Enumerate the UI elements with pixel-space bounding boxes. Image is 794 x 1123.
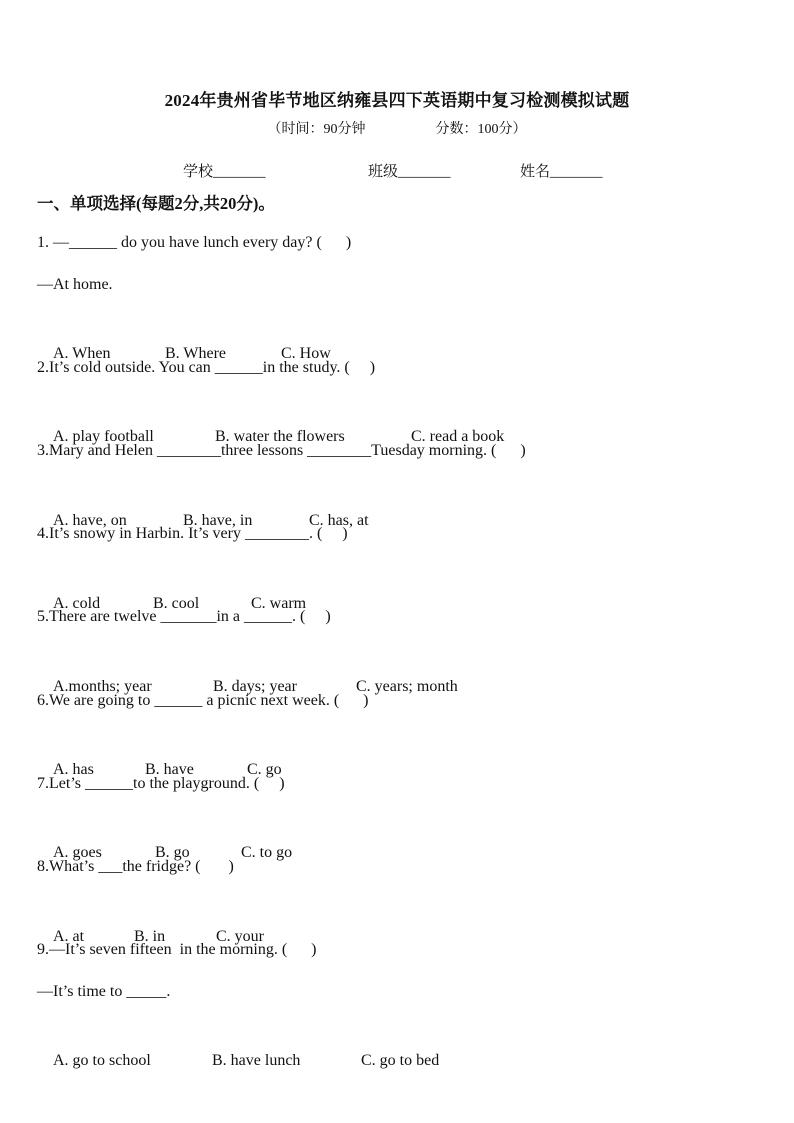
- option-c: C. How: [281, 345, 331, 363]
- option-a: A. cold: [53, 594, 101, 612]
- options-line: [37, 895, 777, 945]
- exam-title: 2024年贵州省毕节地区纳雍县四下英语期中复习检测模拟试题: [164, 91, 630, 110]
- option-b: B. have, in: [183, 511, 253, 529]
- answer-line: —It’s time to _____.: [37, 982, 171, 1000]
- school-field: 学校_______: [183, 164, 266, 180]
- question-line: 6.We are going to ______ a picnic next week. ( ): [37, 691, 369, 709]
- question-line: 4.It’s snowy in Harbin. It’s very ________. ( ): [37, 525, 348, 543]
- question-line: 3.Mary and Helen ________three lessons ________Tuesday morning. ( ): [37, 441, 526, 459]
- options-line: [37, 562, 777, 612]
- question-line: 9.—It’s seven fifteen in the morning. ( ): [37, 941, 317, 959]
- option-b: B. in: [134, 927, 166, 945]
- option-b: B. water the flowers: [215, 428, 345, 446]
- option-a: A.months; year: [53, 677, 152, 695]
- option-c: C. years; month: [356, 677, 458, 695]
- question-line: 8.What’s ___the fridge? ( ): [37, 857, 234, 875]
- option-a: A. go to school: [53, 1052, 151, 1070]
- option-a: A. at: [53, 927, 85, 945]
- class-field: 班级_______: [368, 164, 451, 180]
- option-c: C. go: [247, 761, 282, 779]
- options-line: [37, 1019, 777, 1070]
- exam-subtitle: （时间：90分钟 分数：100分）: [267, 122, 527, 137]
- options-line: [37, 395, 777, 446]
- option-a: A. goes: [53, 844, 102, 862]
- name-field: 姓名_______: [520, 164, 603, 180]
- option-c: C. warm: [251, 594, 307, 612]
- options-line: [37, 645, 777, 695]
- option-b: B. have lunch: [212, 1052, 301, 1070]
- options-line: [37, 811, 777, 862]
- option-b: B. days; year: [213, 677, 297, 695]
- option-c: C. has, at: [309, 511, 369, 529]
- question-line: 2.It’s cold outside. You can ______in the study. ( ): [37, 358, 376, 376]
- option-c: C. your: [216, 927, 264, 945]
- option-a: A. play football: [53, 428, 154, 446]
- section-title: 一、单项选择(每题2分,共20分)。: [37, 194, 275, 213]
- option-c: C. go to bed: [361, 1052, 440, 1070]
- option-a: A. have, on: [53, 511, 127, 529]
- question-line: 5.There are twelve _______in a ______. ( ): [37, 608, 331, 626]
- options-line: [37, 728, 777, 779]
- question-line: 1. —______ do you have lunch every day? ( ): [37, 234, 352, 251]
- option-b: B. have: [145, 761, 194, 779]
- option-a: A. When: [53, 345, 111, 363]
- option-a: A. has: [53, 761, 94, 779]
- options-line: [37, 312, 777, 363]
- option-b: B. Where: [165, 345, 227, 363]
- option-b: B. go: [155, 844, 190, 862]
- options-line: [37, 479, 777, 529]
- question-line: 7.Let’s ______to the playground. ( ): [37, 774, 285, 792]
- option-c: C. read a book: [411, 428, 505, 446]
- option-b: B. cool: [153, 594, 200, 612]
- answer-line: —At home.: [37, 275, 113, 293]
- question-list: [37, 229, 777, 1070]
- option-c: C. to go: [241, 844, 293, 862]
